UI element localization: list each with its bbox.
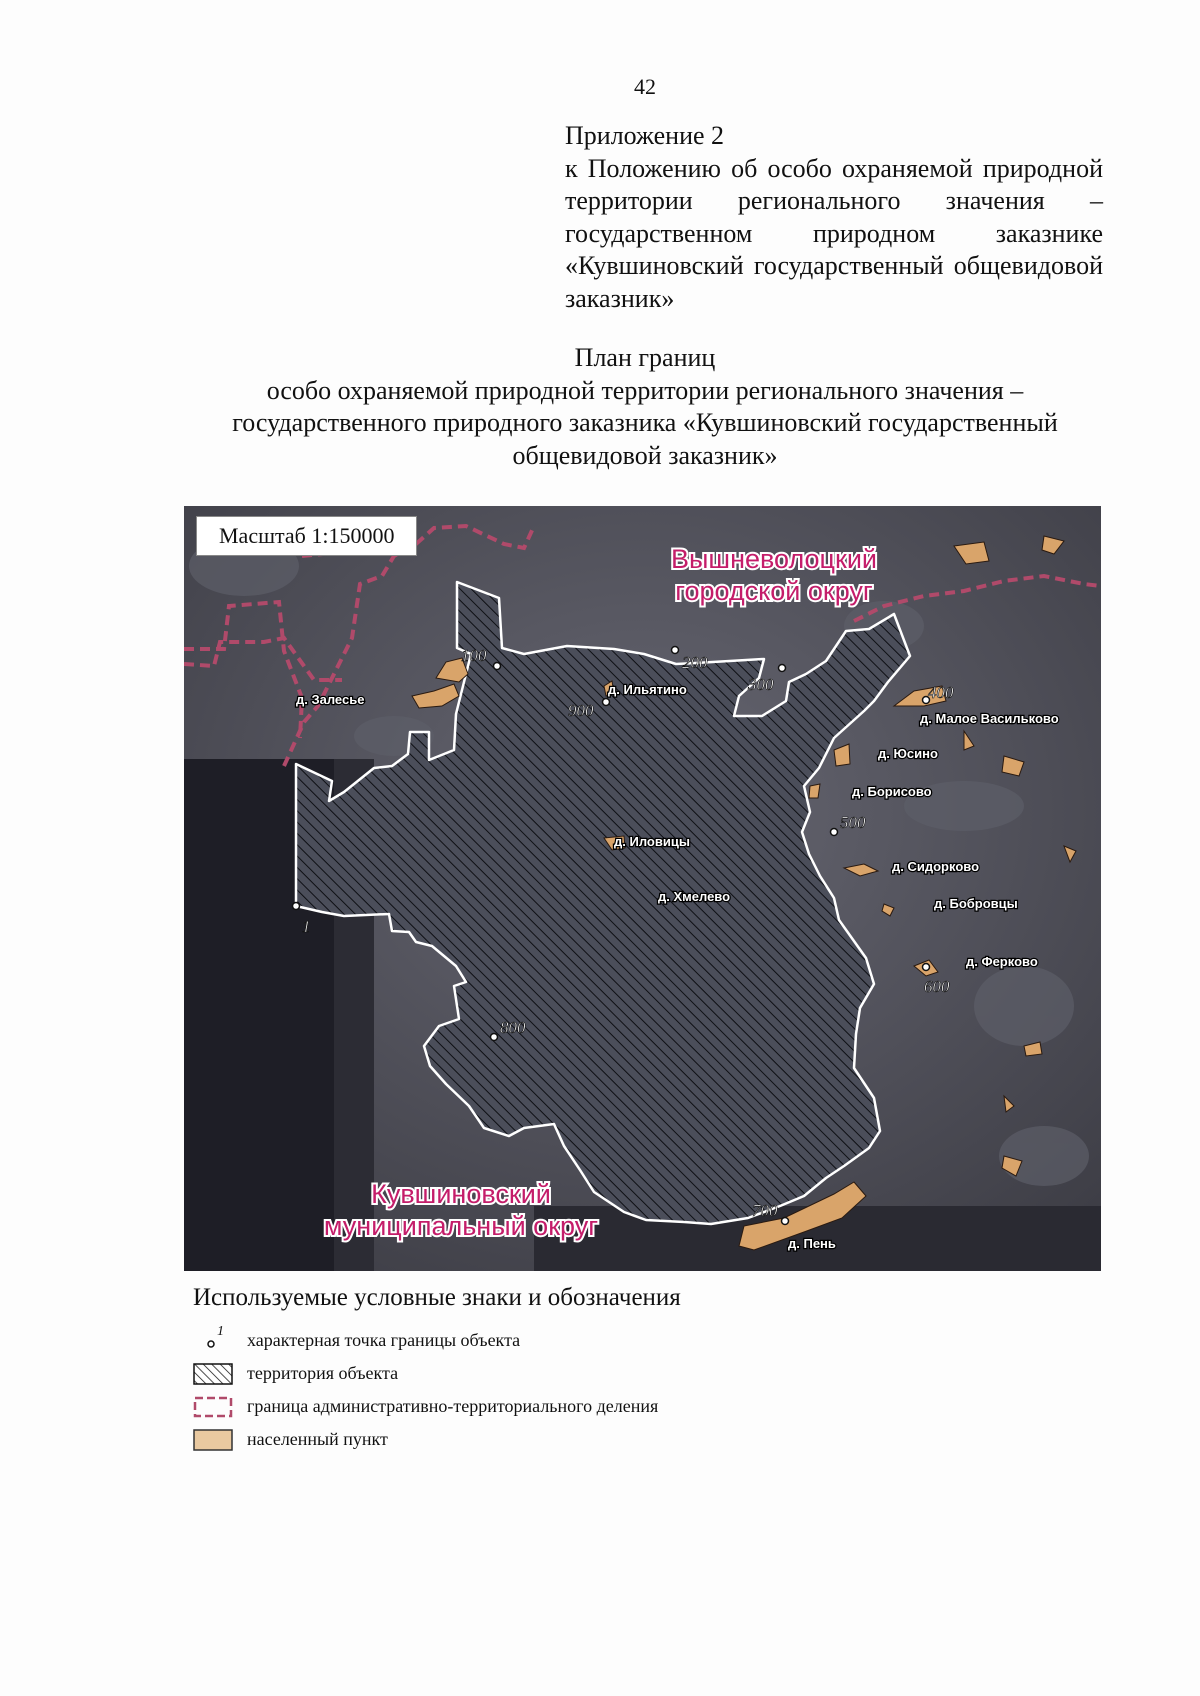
legend-item xyxy=(193,1423,893,1456)
settlement-label: д. Ильятино xyxy=(608,682,687,697)
map-scale: Масштаб 1:150000 xyxy=(196,516,417,556)
legend-item xyxy=(193,1390,893,1423)
legend-item xyxy=(193,1324,893,1357)
region-label: Вышневолоцкий xyxy=(671,544,877,574)
appendix-header xyxy=(565,120,1103,315)
point-label: 800 xyxy=(500,1018,526,1037)
page-number: 42 xyxy=(634,74,656,99)
plan-title xyxy=(150,342,1140,472)
plan-title-line: особо охраняемой природной территории регионального значения – xyxy=(266,375,1024,405)
settlement-label: д. Пень xyxy=(788,1236,836,1251)
point-label: 600 xyxy=(924,977,950,996)
point-label: 200 xyxy=(682,653,708,672)
boundary-map xyxy=(184,506,1101,1271)
plan-title-line: План границ xyxy=(574,343,716,372)
map-canvas xyxy=(184,506,1101,1271)
point-label: 300 xyxy=(748,675,774,694)
settlement-icon xyxy=(193,1429,233,1451)
settlement-label: д. Бобровцы xyxy=(934,896,1018,911)
plan-title-line: общевидовой заказник» xyxy=(512,440,778,470)
point-label: 500 xyxy=(840,813,866,832)
settlement-label: д. Иловицы xyxy=(614,834,690,849)
settlement-label: д. Хмелево xyxy=(658,889,731,904)
appendix-body: к Положению об особо охраняемой природной территории регионального значения – государственном природном заказнике «Кувшиновский государственный общевидовой заказник» xyxy=(565,153,1103,313)
region-label: городской округ xyxy=(675,576,873,606)
map-legend xyxy=(193,1284,893,1456)
appendix-title: Приложение 2 xyxy=(565,121,725,150)
point-label: 1 xyxy=(302,917,311,936)
legend-label: граница административно-территориального деления xyxy=(247,1396,659,1416)
legend-label: характерная точка границы объекта xyxy=(247,1330,521,1350)
settlement-label: д. Борисово xyxy=(852,784,932,799)
settlement-label: д. Малое Васильково xyxy=(920,711,1059,726)
point-label: 900 xyxy=(568,701,594,720)
boundary-point-icon xyxy=(193,1323,233,1352)
point-label: 400 xyxy=(928,683,954,702)
point-label: 100 xyxy=(461,646,487,665)
legend-label: населенный пункт xyxy=(247,1429,388,1449)
hatched-territory-icon xyxy=(193,1363,233,1385)
legend-label: территория объекта xyxy=(247,1363,399,1383)
region-label: муниципальный округ xyxy=(323,1211,599,1241)
region-label: Кувшиновский xyxy=(371,1179,551,1209)
legend-title: Используемые условные знаки и обозначения xyxy=(193,1284,681,1311)
settlement-label: д. Ферково xyxy=(966,954,1038,969)
legend-item xyxy=(193,1357,893,1390)
legend-point-sup: 1 xyxy=(217,1323,224,1339)
plan-title-line: государственного природного заказника «Кувшиновский государственный xyxy=(232,408,1058,437)
settlement-label: д. Сидорково xyxy=(892,859,980,874)
point-label: 700 xyxy=(752,1201,778,1220)
settlement-label: д. Юсино xyxy=(878,746,938,761)
admin-border-icon xyxy=(193,1396,233,1418)
settlement-label: д. Залесье xyxy=(296,692,365,707)
